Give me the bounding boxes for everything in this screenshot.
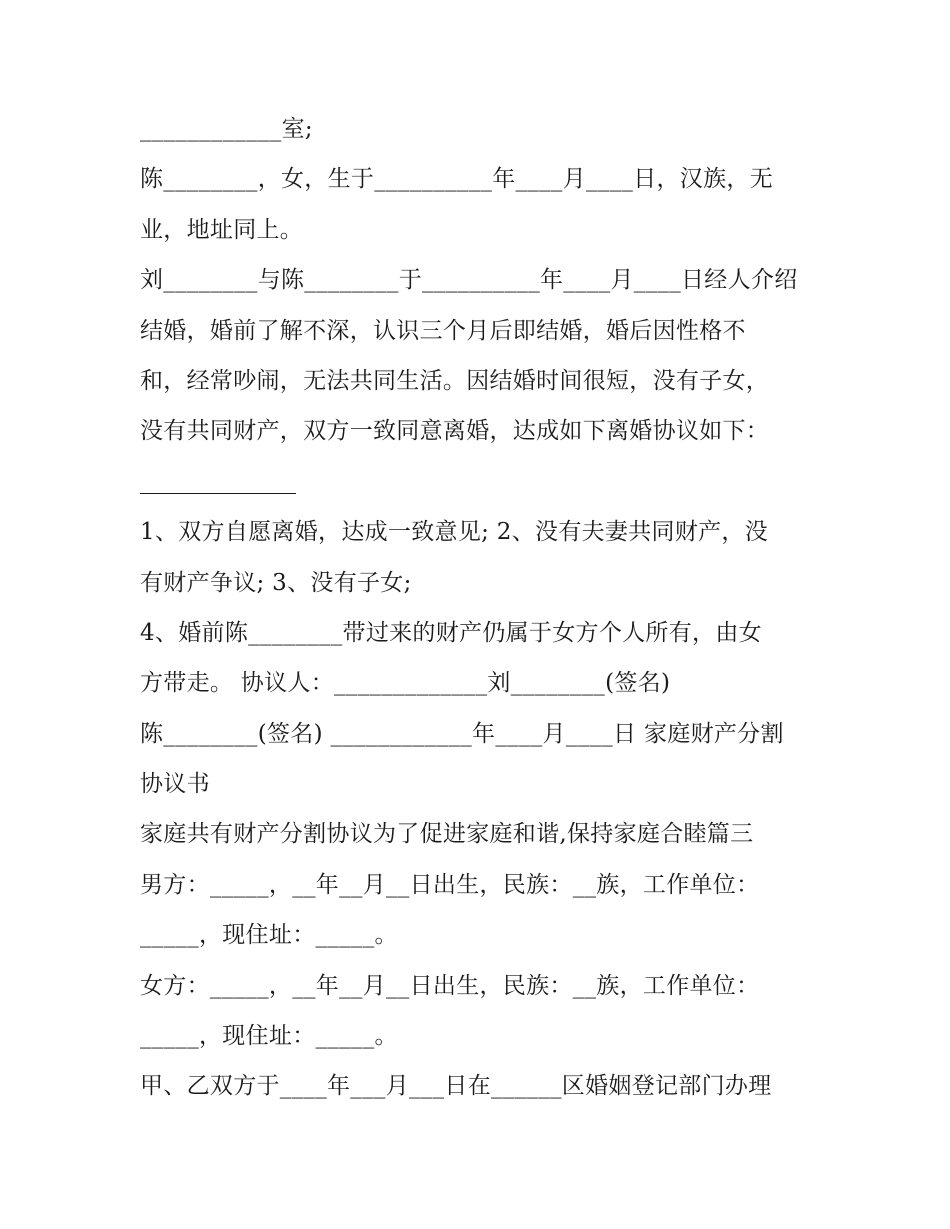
text-line: 和，经常吵闹，无法共同生活。因结婚时间很短，没有子女， [140,367,770,394]
text-line: 4、婚前陈________带过来的财产仍属于女方个人所有，由女 [140,619,762,646]
text-line: _____，现住址：_____。 [140,1023,398,1050]
text-line: 协议书 [140,771,210,798]
text-line: 刘________与陈________于__________年____月____日经人介绍 [140,267,798,294]
text-line: 方带走。 协议人：_____________刘________(签名) [140,670,671,697]
text-line: 1、双方自愿离婚，达成一致意见; 2、没有夫妻共同财产，没 [140,519,769,546]
text-line: 甲、乙双方于____年___月___日在______区婚姻登记部门办理 [140,1073,772,1100]
blank-underline-divider [140,457,820,507]
text-line: 女方：_____，__年__月__日出生，民族：__族，工作单位： [140,972,760,999]
text-line: 有财产争议; 3、没有子女; [140,569,412,596]
text-line: 业，地址同上。 [140,216,304,243]
text-line: 陈________(签名) ____________年____月____日 家庭财产分割 [140,720,784,747]
text-line: 没有共同财产，双方一致同意离婚，达成如下离婚协议如下： [140,418,770,445]
text-line: ____________室; [140,116,313,142]
text-line: _____，现住址：_____。 [140,922,398,949]
document-page [140,104,820,1112]
text-line: 男方：_____，__年__月__日出生，民族：__族，工作单位： [140,871,760,898]
text-line: 结婚，婚前了解不深，认识三个月后即结婚，婚后因性格不 [140,317,746,344]
text-line: 陈________，女，生于__________年____月____日，汉族，无 [140,166,773,193]
text-line: 家庭共有财产分割协议为了促进家庭和谐,保持家庭合睦篇三 [140,821,754,848]
